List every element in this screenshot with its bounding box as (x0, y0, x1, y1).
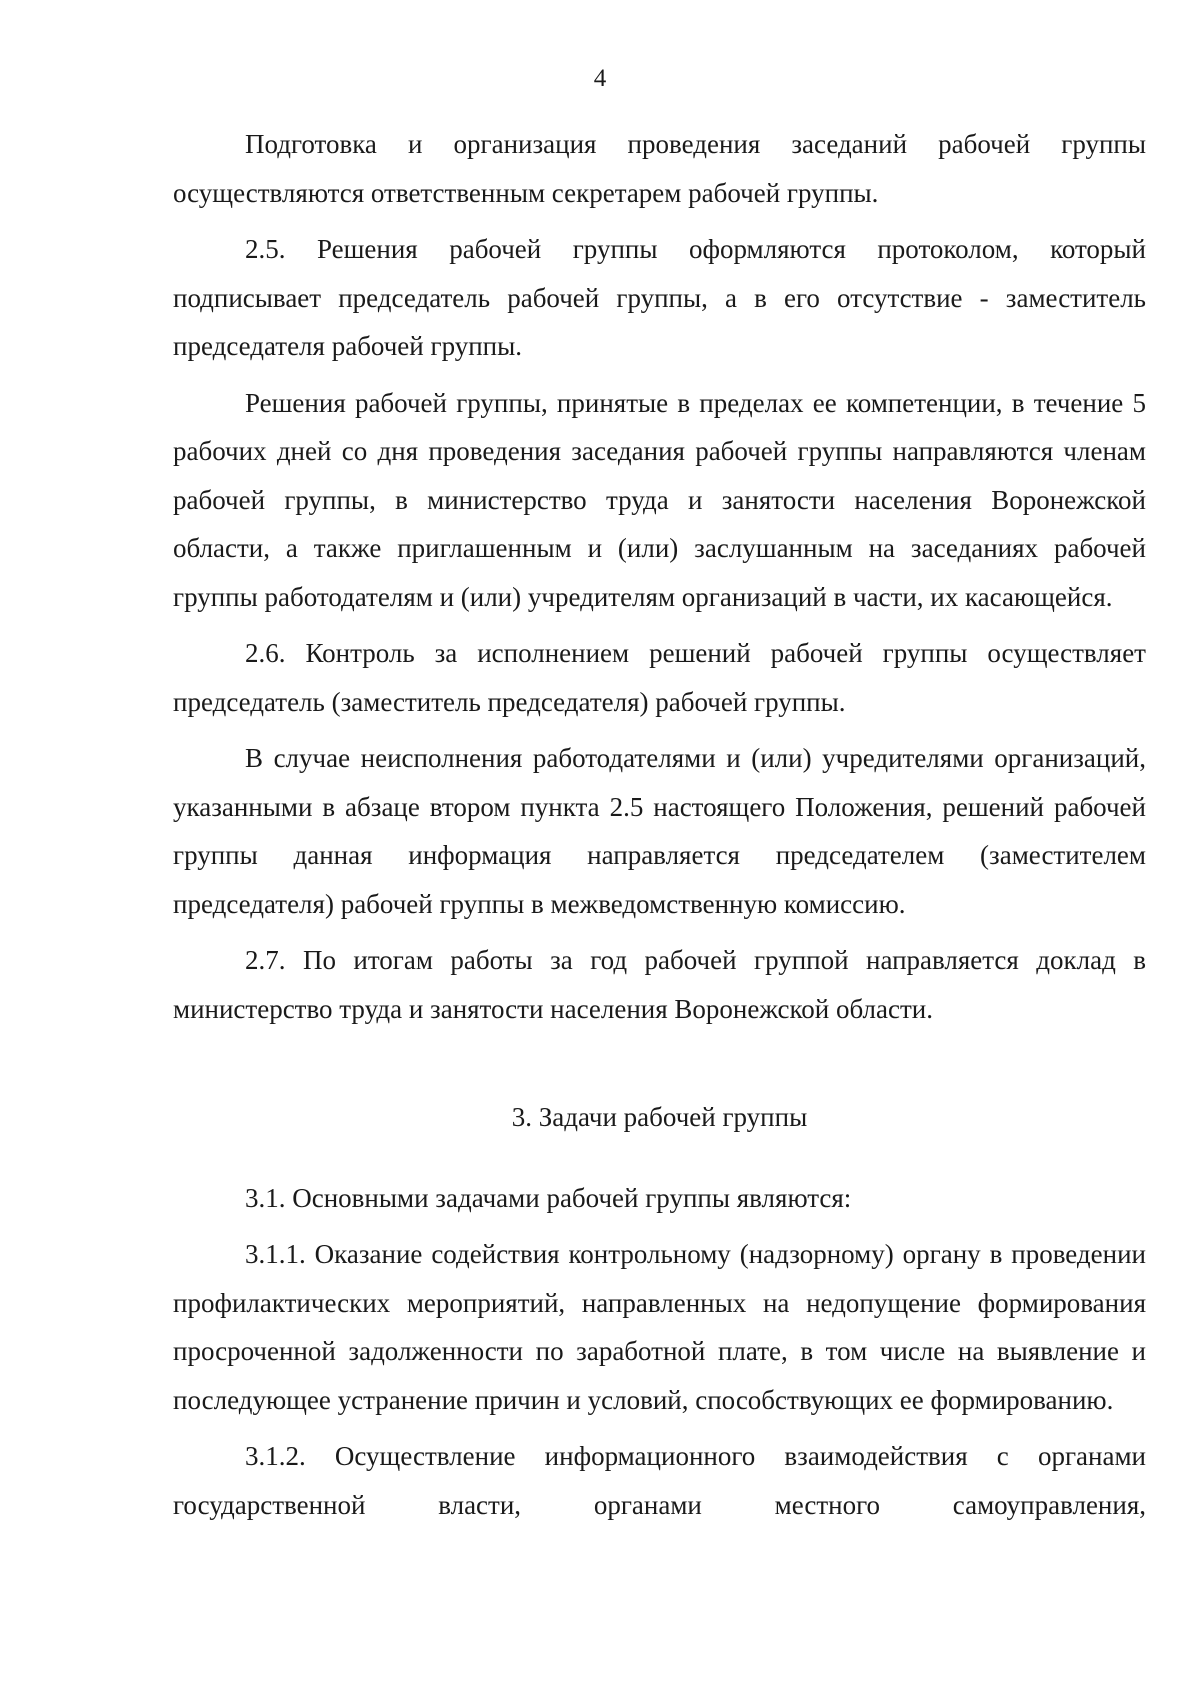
paragraph: В случае неисполнения работодателями и (или) учредителями организаций, указанными в абзаце втором пункта 2.5 настоящего Положения, решений рабочей группы данная информация направляется председателем (заместителем председателя) рабочей группы в межведомственную комиссию. (173, 743, 1146, 919)
paragraph: Решения рабочей группы, принятые в пределах ее компетенции, в течение 5 рабочих дней со дня проведения заседания рабочей группы направляются членам рабочей группы, в министерство труда и занятости населения Воронежской области, а также приглашенным и (или) заслушанным на заседаниях рабочей группы работодателям и (или) учредителям организаций в части, их касающейся. (173, 387, 1146, 612)
section-title: 3. Задачи рабочей группы (511, 1102, 808, 1132)
paragraph: 2.6. Контроль за исполнением решений рабочей группы осуществляет председатель (заместитель председателя) рабочей группы. (173, 638, 1146, 717)
paragraph: Подготовка и организация проведения заседаний рабочей группы осуществляются ответственным секретарем рабочей группы. (173, 129, 1146, 208)
paragraph: 2.7. По итогам работы за год рабочей группой направляется доклад в министерство труда и занятости населения Воронежской области. (173, 945, 1146, 1024)
paragraph: 3.1.2. Осуществление информационного взаимодействия с органами государственной власти, органами местного самоуправления, (173, 1441, 1146, 1520)
paragraph: 2.5. Решения рабочей группы оформляются протоколом, который подписывает председатель рабочей группы, а в его отсутствие - заместитель председателя рабочей группы. (173, 234, 1146, 361)
paragraph: 3.1.1. Оказание содействия контрольному (надзорному) органу в проведении профилактических мероприятий, направленных на недопущение формирования просроченной задолженности по заработной плате, в том числе на выявление и последующее устранение причин и условий, способствующих ее формированию. (173, 1239, 1146, 1415)
paragraph: 3.1. Основными задачами рабочей группы являются: (245, 1182, 852, 1213)
document-body (173, 120, 1146, 1529)
page-number: 4 (593, 65, 607, 92)
